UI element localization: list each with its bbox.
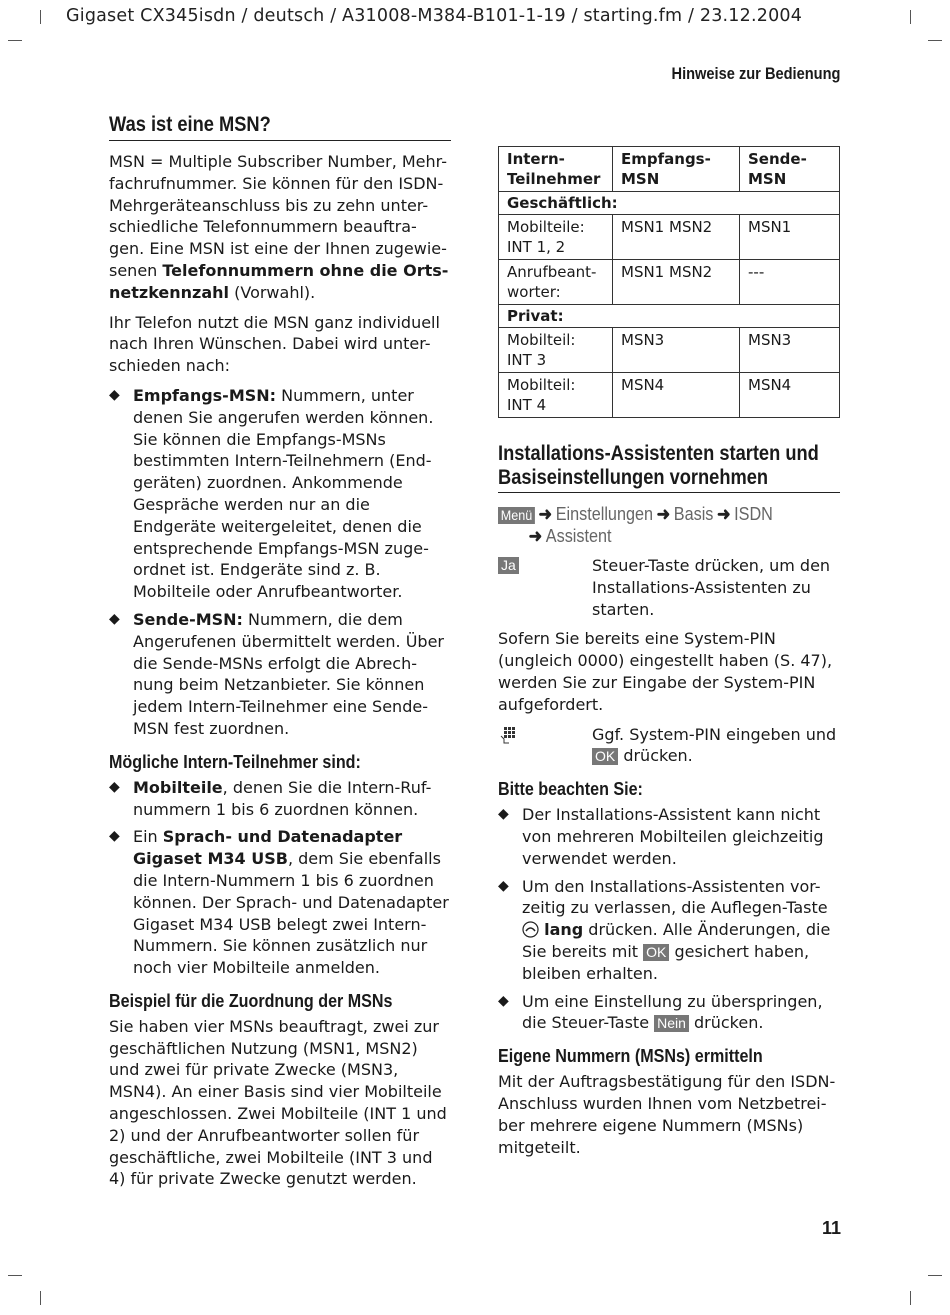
- diamond-bullet-icon: ◆: [109, 828, 120, 845]
- column-header: Sende-MSN: [740, 147, 840, 192]
- intern-list: [109, 777, 451, 979]
- heading-rule: [109, 140, 451, 141]
- list-item: ◆ Der Installations-Assistent kann nicht von mehreren Mobilteilen gleichzeitig verwendet werden.: [498, 805, 824, 868]
- table-header-row: [499, 147, 840, 192]
- ok-key: OK: [592, 748, 618, 765]
- notes-list: [498, 804, 840, 1034]
- list-item: ◆ Ein Sprach- und Datenadapter Gigaset M34 USB, dem Sie ebenfalls die Intern-Nummern 1 bis 6 zuordnen können. Der Sprach- und Datenadapter Gigaset M34 USB belegt zwei Intern-Nummern. Sie können zusätzlich nur noch vier Mobilteile anmelden.: [109, 827, 449, 978]
- left-column: [109, 112, 451, 1198]
- list-item: ◆ Um eine Einstellung zu überspringen, die Steuer-Taste Nein drücken.: [498, 991, 823, 1033]
- pin-info: Sofern Sie bereits eine System-PIN (ungleich 0000) eingestellt haben (S. 47), werden Sie zur Eingabe der System-PIN aufgefordert.: [498, 629, 833, 714]
- menu-path-continued: ➜ Assistent: [528, 526, 612, 546]
- intern-heading: Mögliche Intern-Teilnehmer sind:: [109, 750, 361, 772]
- crop-mark: [8, 40, 22, 41]
- list-item: ◆ Sende-MSN: Nummern, die dem Angerufenen übermittelt werden. Über die Sende-MSNs erfolgt die Abrech-nung beim Netzanbieter. Sie können jedem Intern-Teilnehmer eine Sende-MSN fest zuordnen.: [109, 609, 444, 738]
- keypad-icon: [500, 726, 518, 744]
- diamond-bullet-icon: ◆: [109, 778, 120, 795]
- ok-key: OK: [643, 944, 669, 961]
- table-row: Mobilteil: INT 3 MSN3 MSN3: [499, 328, 840, 373]
- msn-heading: Was ist eine MSN?: [109, 113, 271, 136]
- crop-mark: [40, 10, 41, 24]
- list-item: ◆ Um den Installations-Assistenten vor-zeitig zu verlassen, die Auflegen-Taste lang drücken. Alle Änderungen, die Sie bereits mit OK gesichert haben, bleiben erhalten.: [498, 876, 831, 983]
- msn-definition: MSN = Multiple Subscriber Number, Mehr-fachrufnummer. Sie können für den ISDN-Mehrgeräteanschluss bis zu zehn unter-schiedliche Telefonnummern beauftra-gen. Eine MSN ist eine der Ihnen zugewie-senen Telefonnummern ohne die Orts-netzkennzahl (Vorwahl).: [109, 152, 449, 302]
- example-text: Sie haben vier MSNs beauftragt, zwei zur geschäftlichen Nutzung (MSN1, MSN2) und zwei für private Zwecke (MSN3, MSN4). An einer Basis sind vier Mobilteile angeschlossen. Zwei Mobilteile (INT 1 und 2) und der Anrufbeantworter sollen für geschäftliche, zwei Mobilteile (INT 3 und 4) für private Zwecke genutzt werden.: [109, 1016, 447, 1189]
- crop-mark: [40, 1291, 41, 1305]
- msn-usage-intro: Ihr Telefon nutzt die MSN ganz individuell nach Ihren Wünschen. Dabei wird unter-schieden nach:: [109, 312, 440, 376]
- column-header: Empfangs-MSN: [613, 147, 740, 192]
- diamond-bullet-icon: ◆: [109, 610, 120, 627]
- step-pin: Ggf. System-PIN eingeben und OK drücken.: [498, 724, 840, 768]
- table-row: Anrufbeant-worter: MSN1 MSN2 ---: [499, 260, 840, 305]
- heading-rule: [498, 492, 840, 493]
- notes-heading: Bitte beachten Sie:: [498, 778, 643, 800]
- list-item: ◆ Mobilteile, denen Sie die Intern-Ruf-nummern 1 bis 6 zuordnen können.: [109, 777, 432, 819]
- diamond-bullet-icon: ◆: [498, 806, 509, 823]
- arrow-right-icon: ➜: [538, 504, 553, 524]
- table-row: Mobilteile: INT 1, 2 MSN1 MSN2 MSN1: [499, 215, 840, 260]
- menu-key: Menü: [498, 507, 535, 524]
- crop-mark: [8, 1275, 22, 1276]
- crop-mark: [928, 1275, 942, 1276]
- list-item: ◆ Empfangs-MSN: Nummern, unter denen Sie angerufen werden können. Sie können die Empfangs-MSNs bestimmten Intern-Teilnehmern (End-geräten) zuordnen. Ankommende Gespräche werden nur an die Endgeräte weitergeleitet, denen die entsprechende Empfangs-MSN zuge-ordnet ist. Endgeräte sind z. B. Mobilteile oder Anrufbeantworter.: [109, 385, 434, 602]
- right-column: [498, 146, 840, 1166]
- ja-key: Ja: [498, 557, 519, 574]
- crop-mark: [910, 10, 911, 24]
- own-numbers-text: Mit der Auftragsbestätigung für den ISDN-Anschluss wurden Ihnen vom Netzbetrei-ber mehrere eigene Nummern (MSNs) mitgeteilt.: [498, 1072, 836, 1157]
- menu-path: Menü ➜ Einstellungen ➜ Basis ➜ ISDN: [498, 503, 806, 525]
- arrow-right-icon: ➜: [716, 504, 731, 524]
- diamond-bullet-icon: ◆: [498, 877, 509, 894]
- table-group-row: Geschäftlich:: [499, 192, 840, 215]
- diamond-bullet-icon: ◆: [109, 386, 120, 403]
- table-group-row: Privat:: [499, 305, 840, 328]
- own-numbers-heading: Eigene Nummern (MSNs) ermitteln: [498, 1045, 763, 1067]
- install-heading: Installations-Assistenten starten und Basiseinstellungen vornehmen: [498, 442, 819, 489]
- crop-mark: [928, 40, 942, 41]
- step-ja: Ja Steuer-Taste drücken, um den Installations-Assistenten zu starten.: [498, 555, 840, 620]
- example-heading: Beispiel für die Zuordnung der MSNs: [109, 989, 393, 1011]
- nein-key: Nein: [654, 1015, 689, 1032]
- end-call-key-icon: [522, 921, 539, 938]
- diamond-bullet-icon: ◆: [498, 992, 509, 1009]
- page-number: 11: [822, 1218, 842, 1238]
- msn-assignment-table: [498, 146, 840, 418]
- arrow-right-icon: ➜: [656, 504, 671, 524]
- crop-mark: [910, 1291, 911, 1305]
- column-header: Intern-Teilnehmer: [499, 147, 613, 192]
- section-title: Hinweise zur Bedienung: [671, 64, 840, 83]
- document-header: Gigaset CX345isdn / deutsch / A31008-M384-B101-1-19 / starting.fm / 23.12.2004: [66, 6, 803, 26]
- msn-type-list: [109, 385, 451, 740]
- arrow-right-icon: ➜: [528, 526, 543, 546]
- table-row: Mobilteil: INT 4 MSN4 MSN4: [499, 373, 840, 418]
